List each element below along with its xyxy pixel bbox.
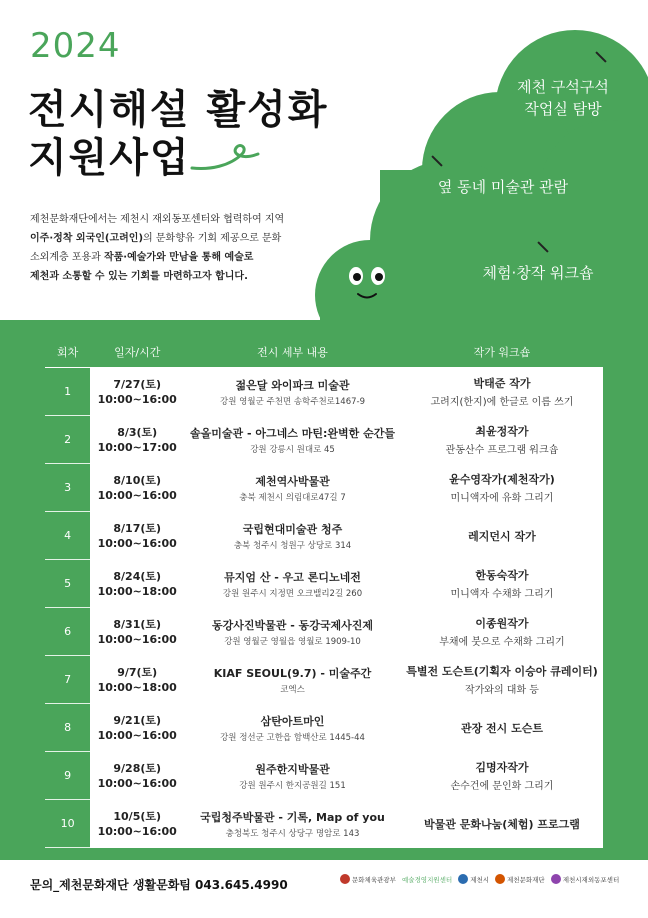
row-venue: 원주한지박물관	[255, 762, 330, 776]
row-venue: 제천역사박물관	[255, 474, 330, 488]
row-date: 8/17(토)	[113, 521, 162, 535]
table-row	[45, 800, 603, 848]
row-round-number: 6	[45, 608, 90, 656]
intro-line-1: 제천문화재단에서는 제천시 재외동포센터와 협력하여 지역	[30, 214, 285, 225]
cloud-face-icon	[346, 264, 396, 306]
row-workshop-title: 레지던시 작가	[468, 529, 536, 543]
intro-line-3	[30, 248, 350, 267]
row-date-cell	[90, 512, 184, 560]
row-venue: KIAF SEOUL(9.7) - 미술주간	[213, 666, 372, 680]
jecheon-culture-emblem-icon	[495, 874, 505, 884]
table-row	[45, 464, 603, 512]
row-round-number: 9	[45, 752, 90, 800]
logo-mcst	[340, 874, 396, 884]
row-workshop-cell	[401, 368, 603, 416]
row-time: 10:00~16:00	[97, 392, 177, 406]
row-workshop-title: 특별전 도슨트(기획자 이승아 큐레이터)	[406, 665, 598, 678]
row-venue: 뮤지엄 산 - 우고 론디노네전	[224, 570, 361, 584]
row-time: 10:00~18:00	[97, 680, 177, 694]
bubble-museum-visit: 옆 동네 미술관 관람	[437, 178, 569, 196]
row-time: 10:00~16:00	[97, 728, 177, 742]
table-row	[45, 656, 603, 704]
row-exhibition-cell	[184, 512, 401, 560]
row-date: 8/10(토)	[113, 473, 162, 487]
row-workshop-cell	[401, 752, 603, 800]
row-workshop-desc: 미니액자에 유화 그리기	[450, 493, 554, 504]
row-workshop-cell	[401, 416, 603, 464]
row-workshop-desc: 손수건에 문인화 그리기	[450, 781, 554, 792]
table-row	[45, 560, 603, 608]
squiggle-decoration	[190, 140, 260, 180]
row-time: 10:00~16:00	[97, 488, 177, 502]
row-round-number: 3	[45, 464, 90, 512]
row-time: 10:00~18:00	[97, 584, 177, 598]
jecheon-city-emblem-icon	[458, 874, 468, 884]
row-date: 8/24(토)	[113, 569, 162, 583]
schedule-header-row	[45, 337, 603, 368]
page-title-line2: 지원사업	[28, 135, 191, 181]
row-workshop-title: 박물관 문화나눔(체험) 프로그램	[424, 817, 580, 831]
row-exhibition-cell	[184, 752, 401, 800]
row-date-cell	[90, 368, 184, 416]
row-date: 7/27(토)	[113, 377, 162, 391]
schedule-table	[45, 337, 603, 848]
row-venue: 삼탄아트마인	[260, 714, 325, 728]
row-workshop-cell	[401, 656, 603, 704]
row-date: 9/7(토)	[117, 665, 158, 679]
row-time: 10:00~16:00	[97, 632, 177, 646]
row-workshop-cell	[401, 704, 603, 752]
row-workshop-cell	[401, 608, 603, 656]
intro-line-2-bold: 이주·정착 외국인(고려인)	[30, 233, 144, 244]
row-venue: 젊은달 와이파크 미술관	[235, 378, 350, 392]
logo-mcst-label: 문화체육관광부	[352, 875, 396, 884]
row-exhibition-cell	[184, 608, 401, 656]
row-workshop-title: 윤수영작가(제천작가)	[449, 473, 555, 486]
row-round-number: 1	[45, 368, 90, 416]
row-time: 10:00~17:00	[97, 440, 177, 454]
mcst-emblem-icon	[340, 874, 350, 884]
bubble-studio-tour	[488, 76, 638, 120]
row-address: 강원 원주시 한지공원길 151	[239, 780, 346, 791]
row-workshop-desc: 관동산수 프로그램 워크숍	[445, 445, 559, 456]
year-label: 2024	[30, 26, 121, 66]
row-exhibition-cell	[184, 560, 401, 608]
row-workshop-title: 관장 전시 도슨트	[460, 721, 543, 735]
table-row	[45, 368, 603, 416]
row-address: 충북 청주시 청원구 상당로 314	[233, 540, 352, 551]
row-workshop-title: 박태준 작가	[473, 377, 531, 390]
row-date: 9/21(토)	[113, 713, 162, 727]
row-date-cell	[90, 608, 184, 656]
intro-line-2-rest: 의 문화향유 기회 제공으로 문화	[143, 233, 282, 244]
col-header-exhibition: 전시 세부 내용	[184, 337, 401, 368]
col-header-workshop: 작가 워크숍	[401, 337, 603, 368]
logo-jecheon-city	[458, 874, 489, 884]
row-workshop-cell	[401, 512, 603, 560]
row-venue: 국립청주박물관 - 기록, Map of you	[200, 810, 385, 824]
row-date-cell	[90, 656, 184, 704]
intro-line-3-bold: 작품·예술가와 만남을 통해 예술로	[103, 252, 254, 263]
row-date-cell	[90, 560, 184, 608]
col-header-date: 일자/시간	[90, 337, 184, 368]
row-address: 충북 제천시 의림대로47길 7	[239, 492, 346, 503]
row-exhibition-cell	[184, 704, 401, 752]
row-round-number: 5	[45, 560, 90, 608]
table-row	[45, 608, 603, 656]
row-round-number: 8	[45, 704, 90, 752]
table-row	[45, 704, 603, 752]
intro-paragraph	[30, 210, 350, 286]
row-date-cell	[90, 752, 184, 800]
logo-overseas-center-label: 제천시재외동포센터	[562, 875, 620, 884]
row-address: 강원 영월군 주천면 송학주천로1467-9	[220, 396, 365, 407]
row-address: 충청북도 청주시 상당구 명암로 143	[225, 828, 360, 839]
table-row	[45, 416, 603, 464]
sponsor-logos	[340, 874, 619, 884]
row-date-cell	[90, 464, 184, 512]
row-address: 코엑스	[280, 684, 305, 695]
row-workshop-desc: 고려지(한지)에 한글로 이름 쓰기	[430, 397, 574, 408]
row-workshop-cell	[401, 464, 603, 512]
row-round-number: 4	[45, 512, 90, 560]
row-exhibition-cell	[184, 800, 401, 848]
logo-gokams	[402, 875, 452, 884]
row-date: 8/3(토)	[117, 425, 158, 439]
row-exhibition-cell	[184, 656, 401, 704]
col-header-round: 회차	[45, 337, 90, 368]
intro-line-2	[30, 229, 350, 248]
row-round-number: 10	[45, 800, 90, 848]
row-time: 10:00~16:00	[97, 824, 177, 838]
row-time: 10:00~16:00	[97, 776, 177, 790]
page-title-line1: 전시해설 활성화	[28, 87, 329, 133]
intro-line-4	[30, 267, 350, 286]
table-row	[45, 512, 603, 560]
logo-overseas-center	[551, 874, 620, 884]
row-address: 강원 영월군 영월읍 영월로 1909-10	[224, 636, 361, 647]
row-exhibition-cell	[184, 464, 401, 512]
logo-jecheon-culture	[495, 874, 545, 884]
row-exhibition-cell	[184, 416, 401, 464]
row-date: 10/5(토)	[113, 809, 162, 823]
table-row	[45, 752, 603, 800]
row-date-cell	[90, 416, 184, 464]
intro-line-3-pre: 소외계층 포용과	[30, 252, 104, 263]
row-venue: 동강사진박물관 - 동강국제사진제	[212, 618, 374, 632]
overseas-center-emblem-icon	[551, 874, 561, 884]
intro-line-4-bold: 제천과 소통할 수 있는 기회를 마련하고자 합니다.	[30, 271, 248, 282]
row-workshop-desc: 부채에 붓으로 수채화 그리기	[439, 637, 565, 648]
row-venue: 국립현대미술관 청주	[242, 522, 343, 536]
row-workshop-title: 최윤정작가	[475, 425, 529, 438]
row-address: 강원 원주시 지정면 오크밸리2길 260	[222, 588, 363, 599]
row-exhibition-cell	[184, 368, 401, 416]
schedule-body	[45, 368, 603, 848]
row-round-number: 7	[45, 656, 90, 704]
row-date-cell	[90, 800, 184, 848]
row-workshop-cell	[401, 800, 603, 848]
row-workshop-desc: 미니액자 수채화 그리기	[450, 589, 554, 600]
row-venue: 솔올미술관 - 아그네스 마틴:완벽한 순간들	[190, 426, 395, 440]
bubble-studio-tour-line2: 작업실 탐방	[524, 100, 602, 118]
logo-gokams-label: 예술경영지원센터	[401, 875, 453, 884]
row-date-cell	[90, 704, 184, 752]
row-workshop-title: 이종원작가	[475, 617, 529, 630]
row-time: 10:00~16:00	[97, 536, 177, 550]
row-workshop-title: 김명자작가	[475, 761, 529, 774]
row-round-number: 2	[45, 416, 90, 464]
row-address: 강원 강릉시 원대로 45	[250, 444, 335, 455]
row-date: 8/31(토)	[113, 617, 162, 631]
row-date: 9/28(토)	[113, 761, 162, 775]
bubble-studio-tour-line1: 제천 구석구석	[517, 78, 609, 96]
logo-jecheon-culture-label: 제천문화재단	[507, 875, 545, 884]
row-workshop-title: 한동숙작가	[475, 569, 529, 582]
contact-info: 문의_제천문화재단 생활문화팀 043.645.4990	[30, 878, 288, 892]
logo-jecheon-city-label: 제천시	[470, 875, 490, 884]
row-address: 강원 정선군 고한읍 함백산로 1445-44	[220, 732, 365, 743]
bubble-workshop: 체험·창작 워크숍	[482, 264, 594, 282]
row-workshop-cell	[401, 560, 603, 608]
row-workshop-desc: 작가와의 대화 등	[464, 685, 539, 696]
